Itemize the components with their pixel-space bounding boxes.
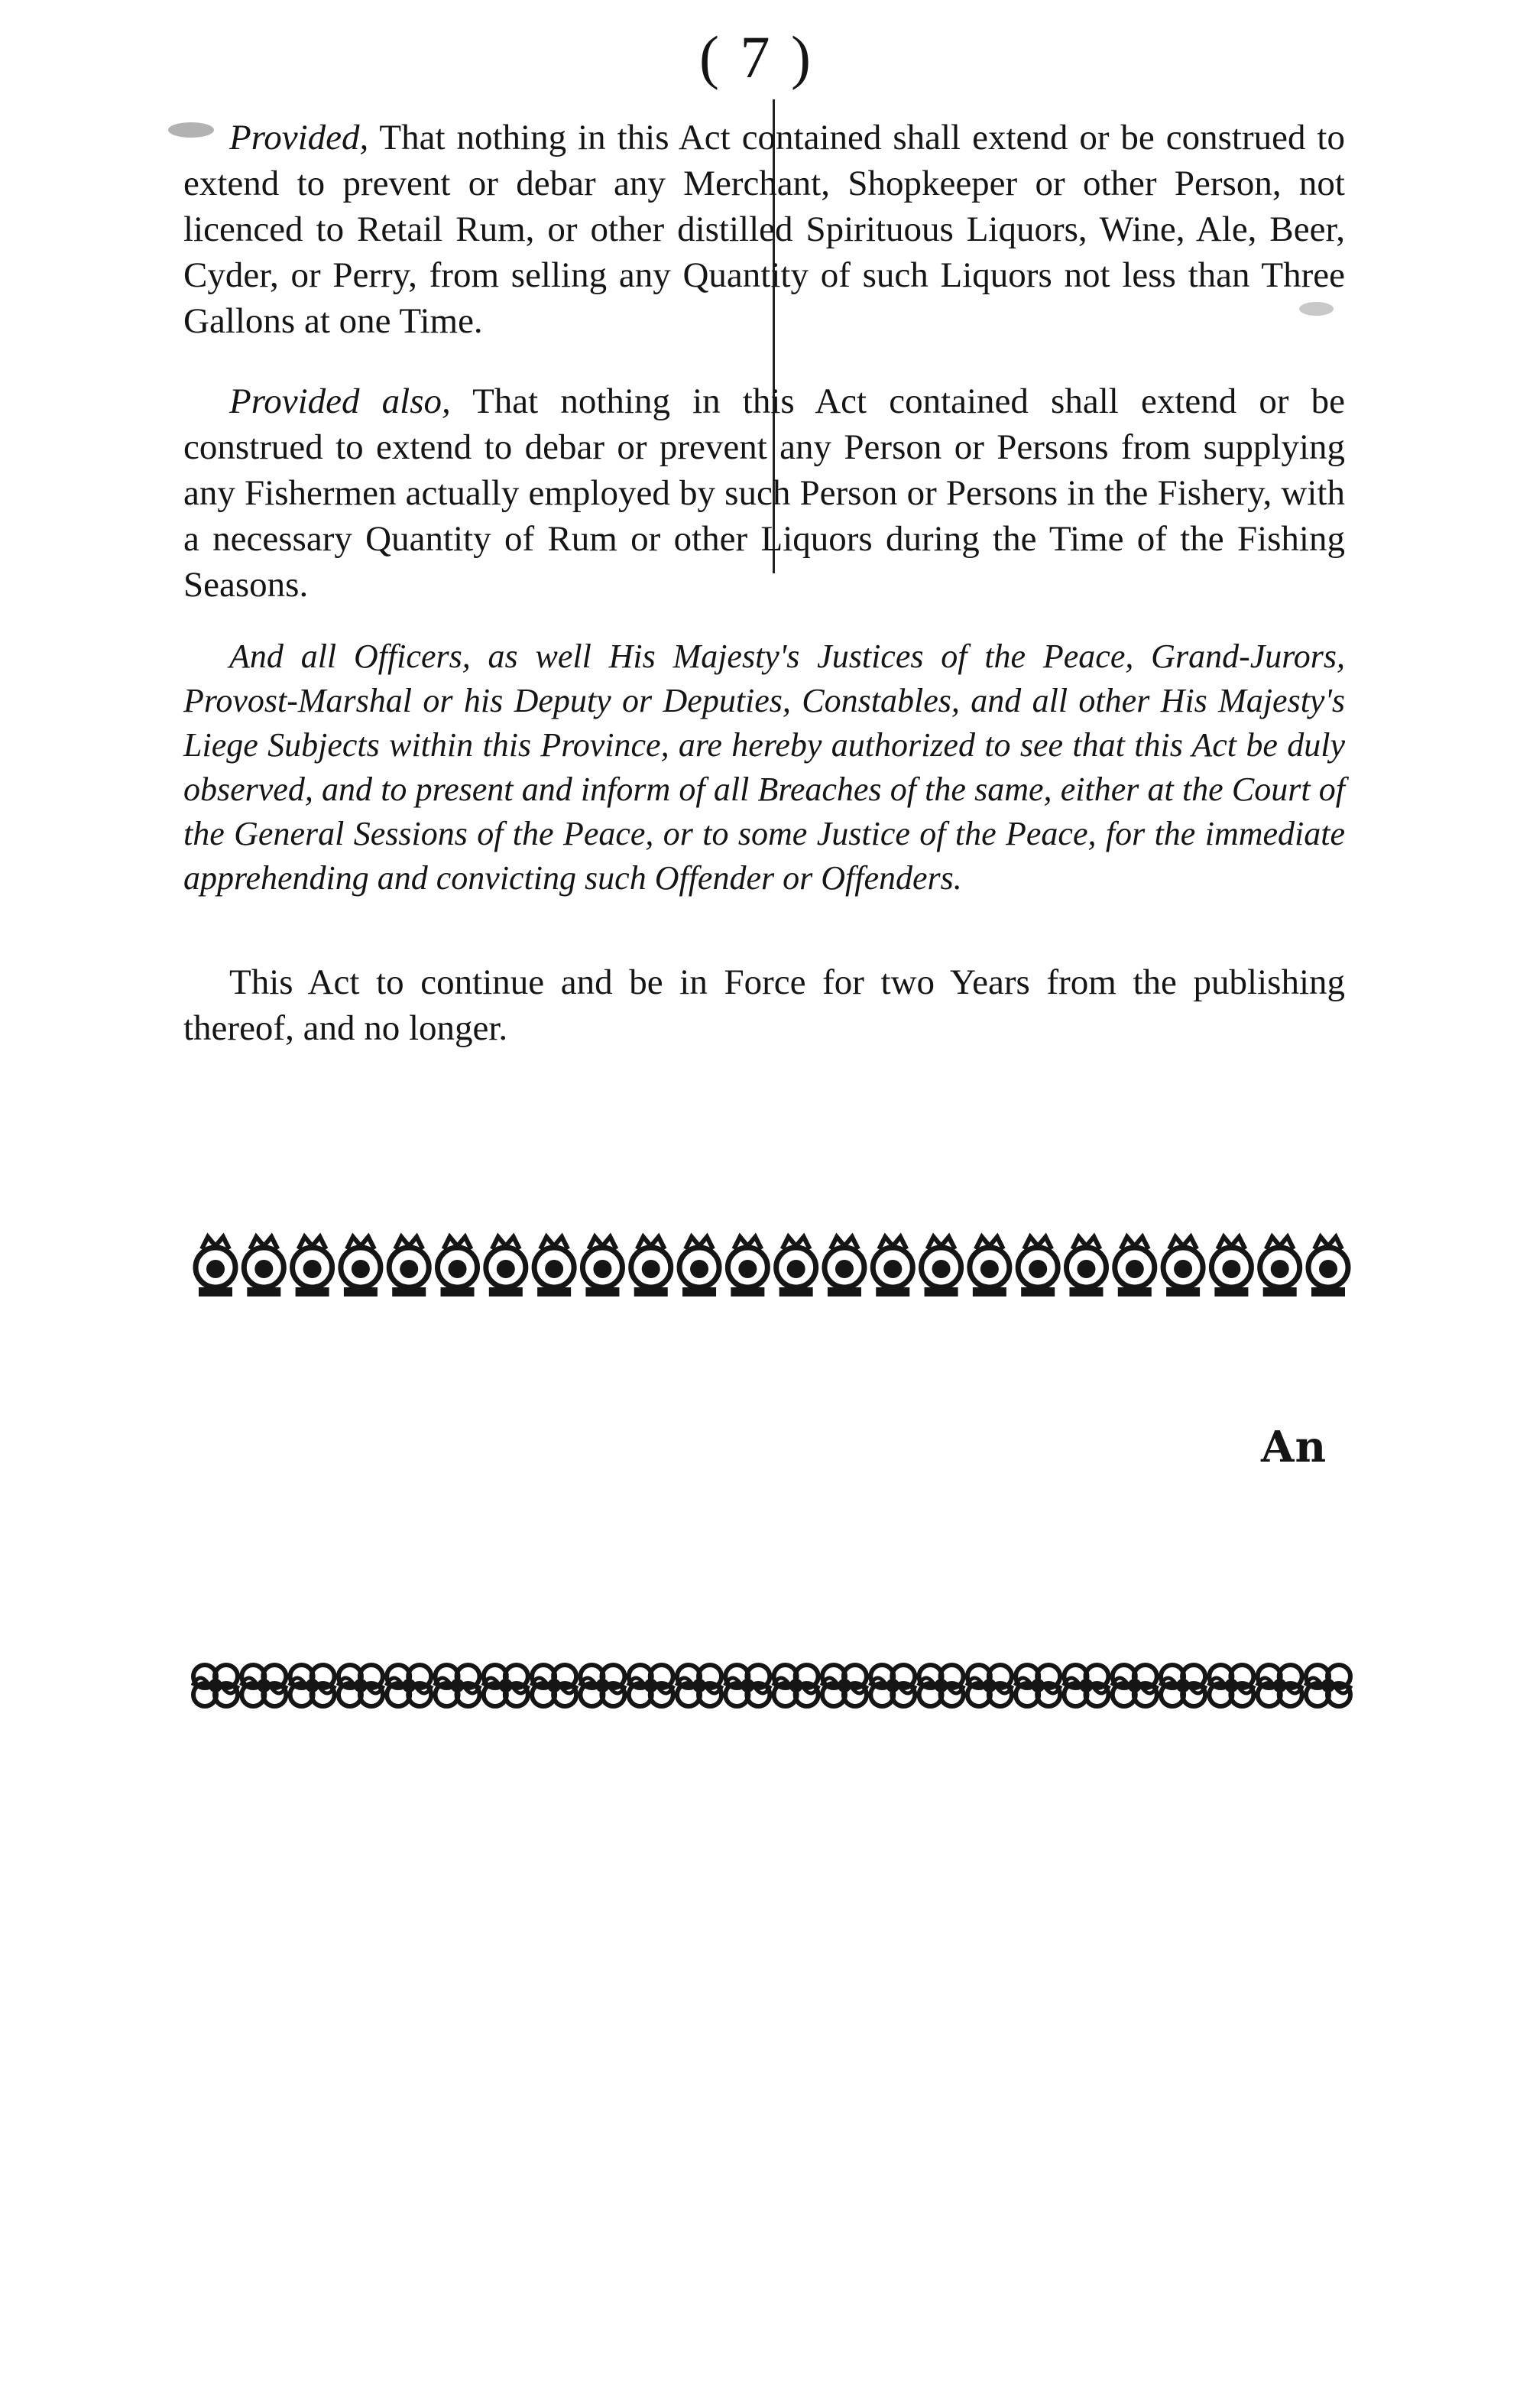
floral-ornament-icon (531, 1665, 577, 1706)
floral-ornament-icon (241, 1665, 287, 1706)
floral-ornament-icon (193, 1665, 238, 1706)
floral-ornament-icon (676, 1665, 722, 1706)
floral-ornament-icon (773, 1665, 819, 1706)
thistle-ornament-icon (873, 1237, 912, 1296)
thistle-ornament-border (191, 1231, 1353, 1307)
floral-ornament-icon (628, 1665, 674, 1706)
floral-ornament-icon (967, 1665, 1013, 1706)
floral-ornament-icon (579, 1665, 625, 1706)
paragraph-text: That nothing in this Act contained shall extend or be construed to extend to prevent or debar any Merchant, Shopkeeper or other Person, not licenced to Retail Rum, or other distilled Spirituous Liquors, Wine, Ale, Beer, Cyder, or Perry, from selling any Quantity of such Liquors not less than Three Gallons at one Time. (183, 118, 1345, 341)
thistle-ornament-icon (293, 1237, 332, 1296)
thistle-ornament-icon (534, 1237, 574, 1296)
paragraph-officers (183, 634, 1345, 901)
floral-ornament-icon (290, 1665, 335, 1706)
paragraph-text: And all Officers, as well His Majesty's Justices of the Peace, Grand-Jurors, Provost-Marshal or his Deputy or Deputies, Constables, and all other His Majesty's Liege Subjects within this Province, are hereby authorized to see that this Act be duly observed, and to present and inform of all Breaches of the same, either at the Court of the General Sessions of the Peace, or to some Justice of the Peace, for the immediate apprehending and convicting such Offender or Offenders. (183, 638, 1345, 897)
paragraph-duration (183, 959, 1345, 1051)
thistle-ornament-icon (1308, 1237, 1348, 1296)
floral-ornament-icon (386, 1665, 432, 1706)
thistle-ornament-icon (1163, 1237, 1203, 1296)
floral-ornament-icon (1112, 1665, 1158, 1706)
thistle-ornament-icon (1115, 1237, 1155, 1296)
floral-ornament-icon (1305, 1665, 1351, 1706)
floral-ornament-icon (724, 1665, 770, 1706)
thistle-ornament-icon (728, 1237, 767, 1296)
floral-ornament-icon (870, 1665, 916, 1706)
paragraph-provided-also (183, 378, 1345, 608)
paragraph-text: That nothing in this Act contained shall extend or be construed to extend to debar or prevent any Person or Persons from supplying any Fishermen actually employed by such Person or Persons in the Fishery, with a necessary Quantity of Rum or other Liquors during the Time of the Fishing Seasons. (183, 381, 1346, 605)
thistle-ornament-icon (1260, 1237, 1300, 1296)
floral-ornament-icon (919, 1665, 964, 1706)
thistle-ornament-icon (631, 1237, 671, 1296)
floral-ornament-svg (191, 1647, 1353, 1724)
thistle-ornament-icon (582, 1237, 622, 1296)
floral-ornament-icon (483, 1665, 529, 1706)
floral-ornament-icon (1208, 1665, 1254, 1706)
thistle-ornament-icon (196, 1237, 235, 1296)
thistle-ornament-icon (438, 1237, 478, 1296)
floral-ornament-icon (1160, 1665, 1206, 1706)
thistle-ornament-icon (970, 1237, 1010, 1296)
thistle-ornament-icon (679, 1237, 719, 1296)
thistle-ornament-icon (341, 1237, 381, 1296)
floral-ornament-icon (1257, 1665, 1303, 1706)
thistle-ornament-icon (1211, 1237, 1251, 1296)
floral-ornament-icon (1063, 1665, 1109, 1706)
thistle-ornament-svg (191, 1231, 1353, 1307)
paragraph-lead: Provided, (229, 118, 369, 157)
paragraph-provided (183, 115, 1345, 344)
paragraph-text: This Act to continue and be in Force for two Years from the publishing thereof, and no longer. (183, 962, 1345, 1048)
thistle-ornament-icon (1018, 1237, 1058, 1296)
paragraph-lead: Provided also, (229, 381, 451, 421)
thistle-ornament-icon (922, 1237, 961, 1296)
floral-ornament-icon (822, 1665, 867, 1706)
floral-ornament-border (191, 1647, 1353, 1724)
thistle-ornament-icon (486, 1237, 526, 1296)
thistle-ornament-icon (825, 1237, 864, 1296)
floral-ornament-icon (1015, 1665, 1061, 1706)
catchword: An (1261, 1422, 1327, 1472)
floral-ornament-icon (435, 1665, 481, 1706)
thistle-ornament-icon (776, 1237, 816, 1296)
thistle-ornament-icon (244, 1237, 284, 1296)
floral-ornament-icon (338, 1665, 384, 1706)
thistle-ornament-icon (1066, 1237, 1106, 1296)
page-number: ( 7 ) (699, 24, 814, 90)
thistle-ornament-icon (389, 1237, 429, 1296)
